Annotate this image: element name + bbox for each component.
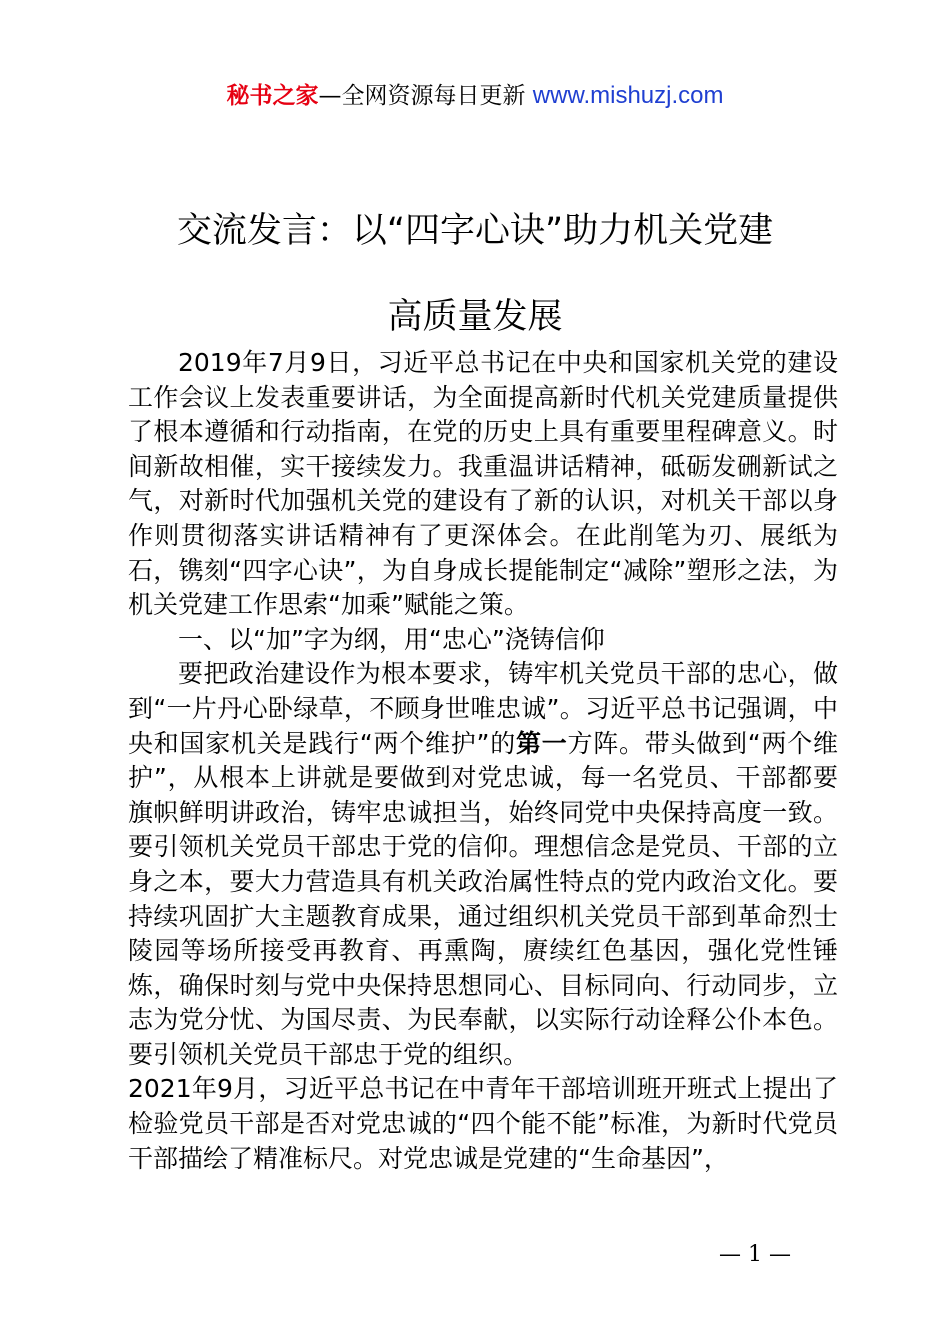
paragraph-text: 要把政治建设作为根本要求，铸牢机关党员干部的忠心，做到“一片丹心卧绿草，不顾身世唯忠诚”。习近平总书记强调，中央和国家机关是践行“两个维护”的 — [128, 659, 838, 758]
title-line-1: 交流发言：以“四字心诀”助力机关党建 — [176, 211, 774, 251]
header-tagline: —全网资源每日更新 — [318, 83, 533, 109]
section-paragraph — [128, 657, 838, 1072]
brand-name: 秘书之家 — [226, 83, 319, 109]
site-header — [0, 80, 950, 112]
bold-emphasis: 第一 — [515, 728, 568, 758]
continued-paragraph: 2021年9月，习近平总书记在中青年干部培训班开班式上提出了检验党员干部是否对党忠诚的“四个能不能”标准，为新时代党员干部描绘了精准标尺。对党忠诚是党建的“生命基因”， — [128, 1074, 838, 1173]
paragraph-text: 方阵。带头做到“两个维护”，从根本上讲就是要做到对党忠诚，每一名党员、干部都要旗帜鲜明讲政治，铸牢忠诚担当，始终同党中央保持高度一致。要引领机关党员干部忠于党的信仰。理想信念是党员、干部的立身之本，要大力营造具有机关政治属性特点的党内政治文化。要持续巩固扩大主题教育成果，通过组织机关党员干部到革命烈士陵园等场所接受再教育、再熏陶，赓续红色基因，强化党性锤炼，确保时刻与党中央保持思想同心、目标同向、行动同步，立志为党分忧、为国尽责、为民奉献，以实际行动诠释公仆本色。要引领机关党员干部忠于党的组织。 — [128, 728, 838, 1069]
document-body — [128, 346, 838, 1176]
intro-paragraph: 2019年7月9日，习近平总书记在中央和国家机关党的建设工作会议上发表重要讲话，为全面提高新时代机关党建质量提供了根本遵循和行动指南，在党的历史上具有重要里程碑意义。时间新故相催，实干接续发力。我重温讲话精神，砥砺发硎新试之气，对新时代加强机关党的建设有了新的认识，对机关干部以身作则贯彻落实讲话精神有了更深体会。在此削笔为刃、展纸为石，镌刻“四字心诀”，为自身成长提能制定“减除”塑形之法，为机关党建工作思索“加乘”赋能之策。 — [128, 348, 838, 620]
site-url-link[interactable]: www.mishuzj.com — [532, 82, 724, 109]
title-line-2: 高质量发展 — [387, 297, 563, 337]
section-heading: 一、以“加”字为纲，用“忠心”浇铸信仰 — [178, 624, 605, 654]
page-number: — 1 — — [719, 1242, 791, 1267]
document-title — [0, 188, 950, 360]
